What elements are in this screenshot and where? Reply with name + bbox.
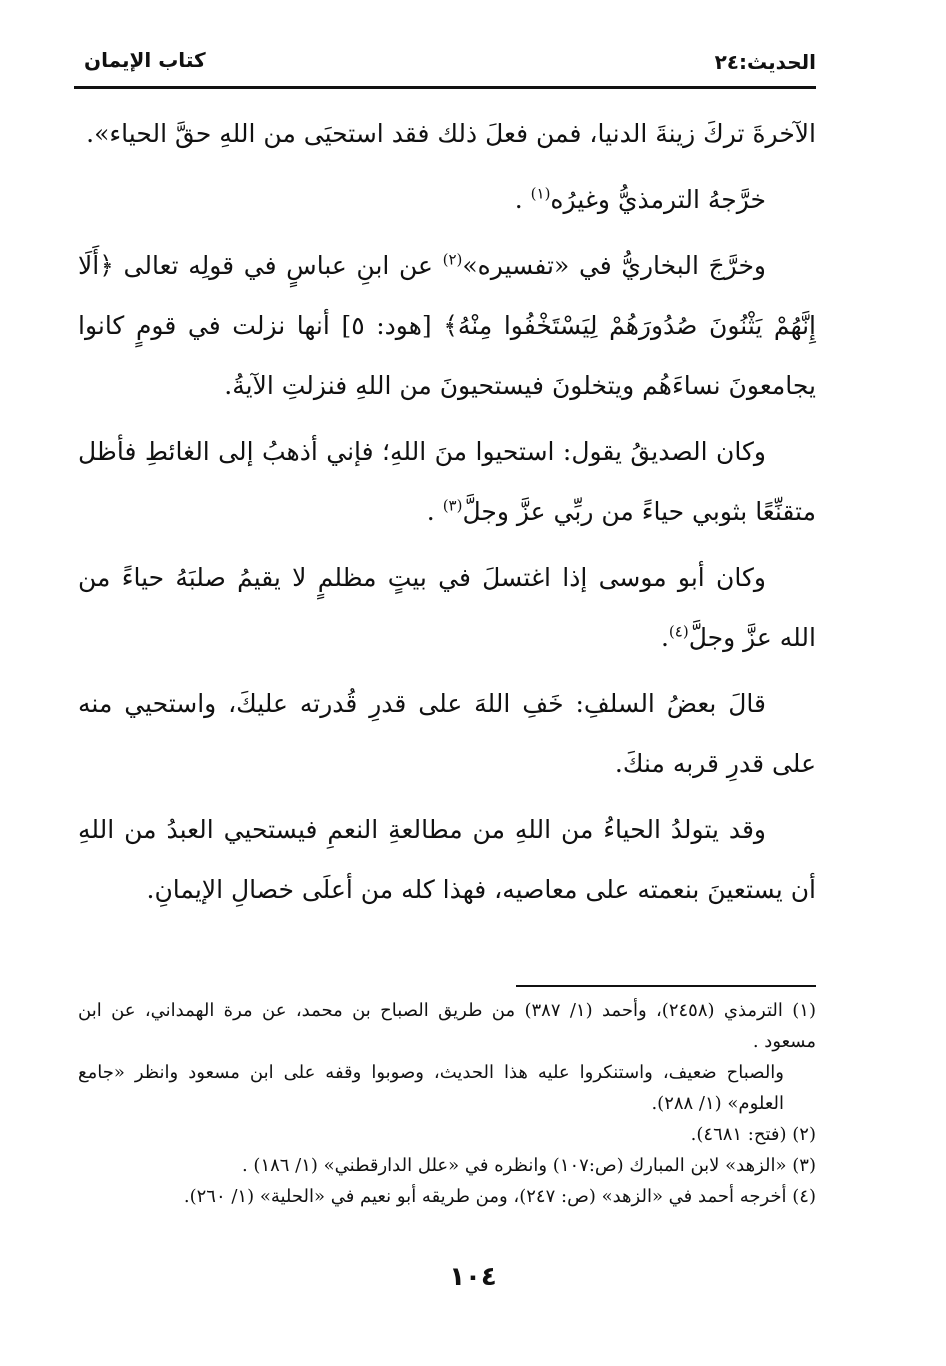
running-header: [74, 40, 816, 89]
paragraph-5: وكان أبو موسى إذا اغتسلَ في بيتٍ مظلمٍ لا يقيمُ صلبَهُ حياءً من الله عزَّ وجلَّ$^{(٤)}$.: [78, 563, 816, 652]
footnote-ref-1: (١): [530, 184, 551, 203]
footnotes: [78, 995, 816, 1212]
footnote-divider: [516, 985, 816, 987]
paragraph-2-text: خرَّجهُ الترمذيُّ وغيرُه: [550, 185, 766, 214]
footnote-ref-2: (٢): [442, 250, 463, 269]
paragraph-7-text: وقد يتولدُ الحياءُ من اللهِ من مطالعةِ النعمِ فيستحيي العبدُ من اللهِ أن يستعينَ بنعمته على معاصيه، فهذا كله من أعلَى خصالِ الإيمانِ.: [78, 815, 816, 904]
main-text: [78, 104, 816, 926]
header-hadith-number: الحديث:٢٤: [714, 50, 816, 74]
paragraph-7: [78, 800, 816, 920]
footnote-2: (٢) (فتح: ٤٦٨١).: [690, 1124, 816, 1145]
paragraph-3-text-a: وخرَّجَ البخاريُّ في «تفسيره»: [462, 251, 766, 280]
paragraph-4-text: وكان الصديقُ يقول: استحيوا منَ اللهِ؛ فإني أذهبُ إلى الغائطِ فأظل متقنِّعًا بثوبي حياءً من ربِّي عزَّ وجلَّ: [78, 437, 816, 526]
footnote-1: (١) الترمذي (٢٤٥٨)، وأحمد (١/ ٣٨٧) من طريق الصباح بن محمد، عن مرة الهمداني، عن ابن مسعود .: [78, 1000, 816, 1052]
paragraph-1-text: الآخرةَ تركَ زينةَ الدنيا، فمن فعلَ ذلك فقد استحيَى من اللهِ حقَّ الحياء».: [86, 119, 816, 148]
paragraph-5-text: وكان أبو موسى إذا اغتسلَ في بيتٍ مظلمٍ لا يقيمُ صلبَهُ حياءً من الله عزَّ وجلَّ: [78, 563, 816, 652]
paragraph-1: [78, 104, 816, 164]
footnote-1-continued: والصباح ضعيف، واستنكروا عليه هذا الحديث، وصوبوا وقفه على ابن مسعود وانظر «جامع العلوم» (١/ ٢٨٨).: [78, 1062, 784, 1114]
paragraph-3: [78, 236, 816, 416]
paragraph-6-text: قالَ بعضُ السلفِ: خَفِ اللهَ على قدرِ قُدرته عليكَ، واستحيي منه على قدرِ قربه منكَ.: [78, 689, 816, 778]
paragraph-6: [78, 674, 816, 794]
header-book-title: كتاب الإيمان: [84, 48, 206, 72]
footnote-4: (٤) أخرجه أحمد في «الزهد» (ص: ٢٤٧)، ومن طريقه أبو نعيم في «الحلية» (١/ ٢٦٠).: [183, 1186, 816, 1207]
paragraph-2: خرَّجهُ الترمذيُّ وغيرُه$^{(١)}$ .: [514, 184, 766, 214]
paragraph-4: وكان الصديقُ يقول: استحيوا منَ اللهِ؛ فإني أذهبُ إلى الغائطِ فأظل متقنِّعًا بثوبي حياءً من ربِّي عزَّ وجلَّ$^{(٣)}$ .: [78, 437, 816, 526]
paragraph-3-text-b: عن ابنِ عباسٍ في قولِه تعالى ﴿أَلَا إِنَّهُمْ يَثْنُونَ صُدُورَهُمْ لِيَسْتَخْفُوا مِنْهُ﴾ [هود: ٥] أنها نزلت في قومٍ كانوا يجامعونَ نساءَهُم ويتخلونَ فيستحيونَ من اللهِ فنزلتِ الآيةُ.: [78, 251, 817, 400]
page-number: ١٠٤: [449, 1262, 497, 1292]
footnote-3: (٣) «الزهد» لابن المبارك (ص:١٠٧) وانظره في «علل الدارقطني» (١/ ١٨٦) .: [241, 1155, 816, 1176]
footnote-ref-4: (٤): [668, 622, 689, 641]
footnote-ref-3: (٣): [442, 496, 463, 515]
